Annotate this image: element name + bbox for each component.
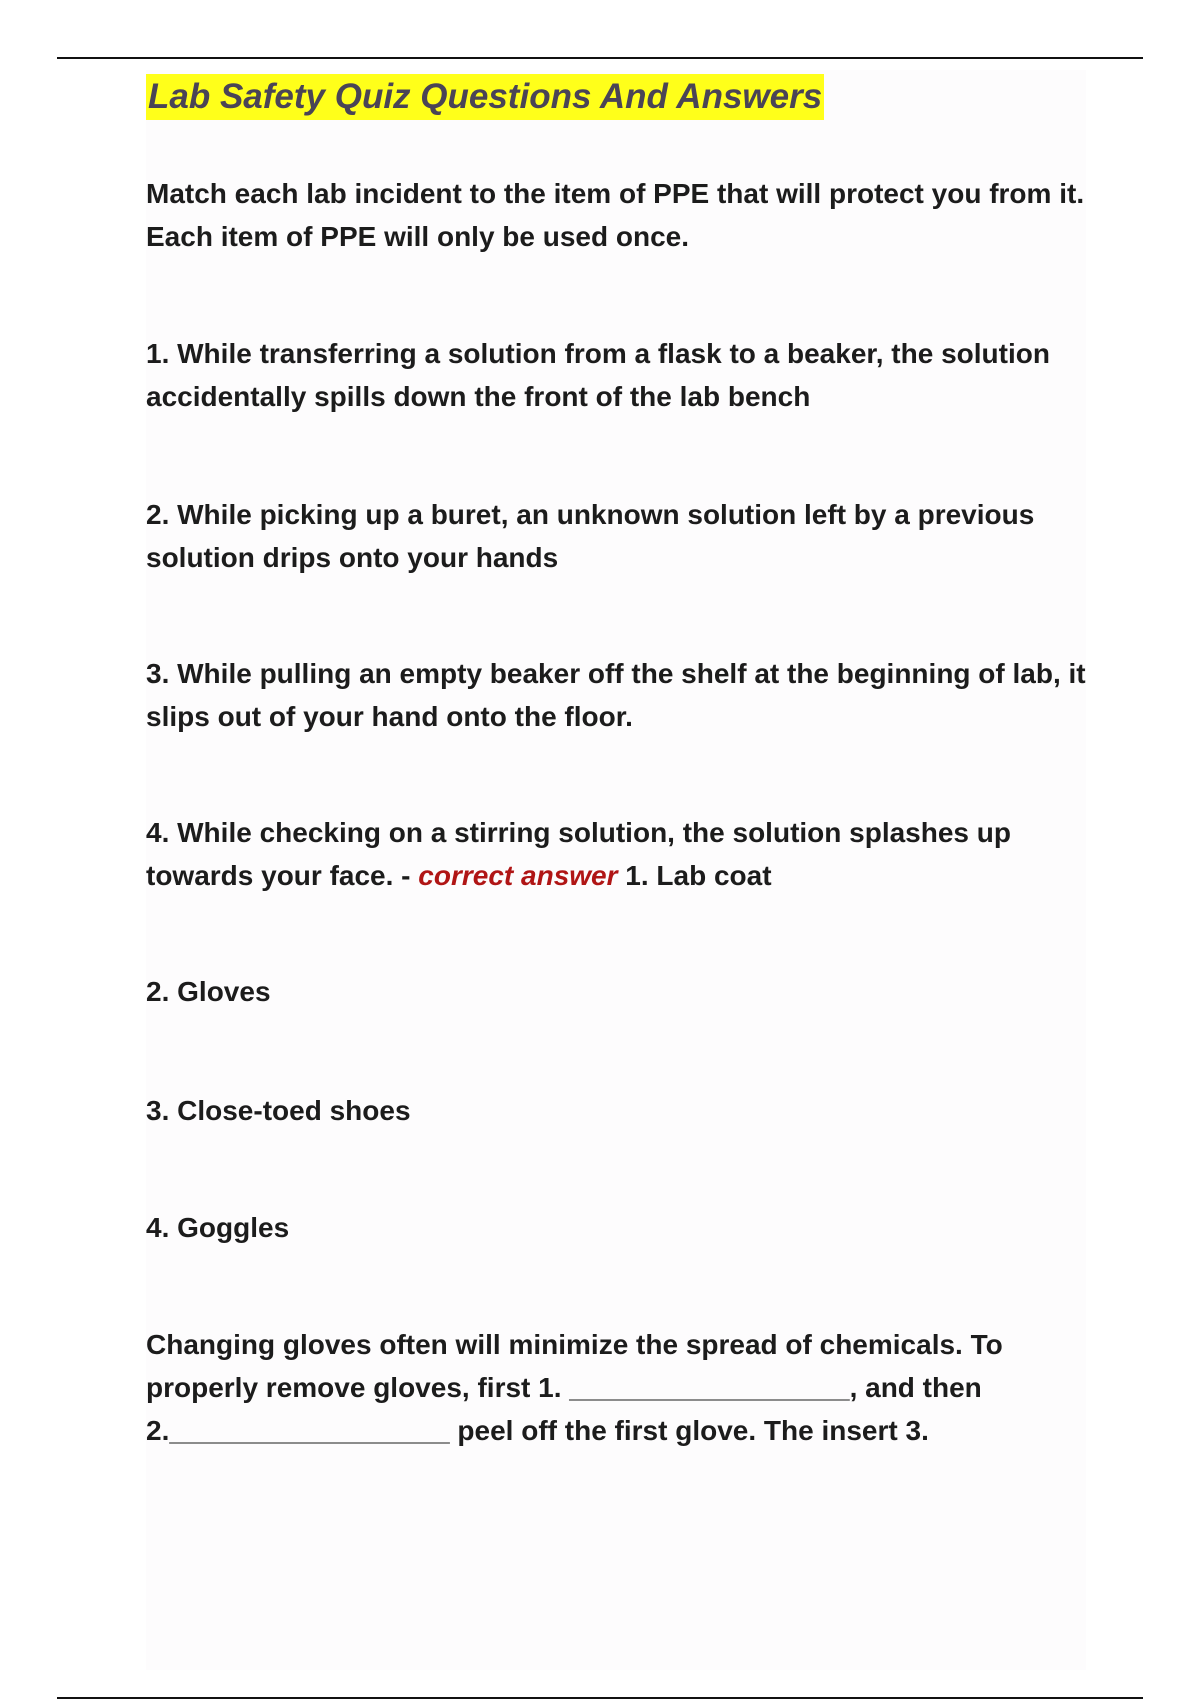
question-4-text: 4. While checking on a stirring solution, the solution splashes up towards your face. - bbox=[146, 817, 1011, 891]
question-gloves: Changing gloves often will minimize the spread of chemicals. To properly remove gloves, first 1. __________________, and then 2.__________________ peel off the first glove. The insert 3. bbox=[146, 1329, 1003, 1446]
top-rule bbox=[57, 57, 1143, 59]
document-page bbox=[146, 70, 1086, 1670]
answer-2: 2. Gloves bbox=[146, 976, 271, 1007]
bottom-rule bbox=[57, 1697, 1143, 1699]
question-1: 1. While transferring a solution from a flask to a beaker, the solution accidentally spills down the front of the lab bench bbox=[146, 338, 1050, 412]
intro-paragraph: Match each lab incident to the item of PPE that will protect you from it. Each item of PPE will only be used once. bbox=[146, 178, 1085, 252]
correct-answer-marker: correct answer bbox=[418, 860, 618, 891]
answer-1: 1. Lab coat bbox=[617, 860, 772, 891]
answer-4: 4. Goggles bbox=[146, 1212, 290, 1243]
document-title: Lab Safety Quiz Questions And Answers bbox=[146, 74, 824, 120]
answer-3: 3. Close-toed shoes bbox=[146, 1095, 411, 1126]
question-4 bbox=[146, 811, 1086, 897]
question-3: 3. While pulling an empty beaker off the shelf at the beginning of lab, it slips out of your hand onto the floor. bbox=[146, 658, 1086, 732]
question-2: 2. While picking up a buret, an unknown solution left by a previous solution drips onto your hands bbox=[146, 499, 1035, 573]
